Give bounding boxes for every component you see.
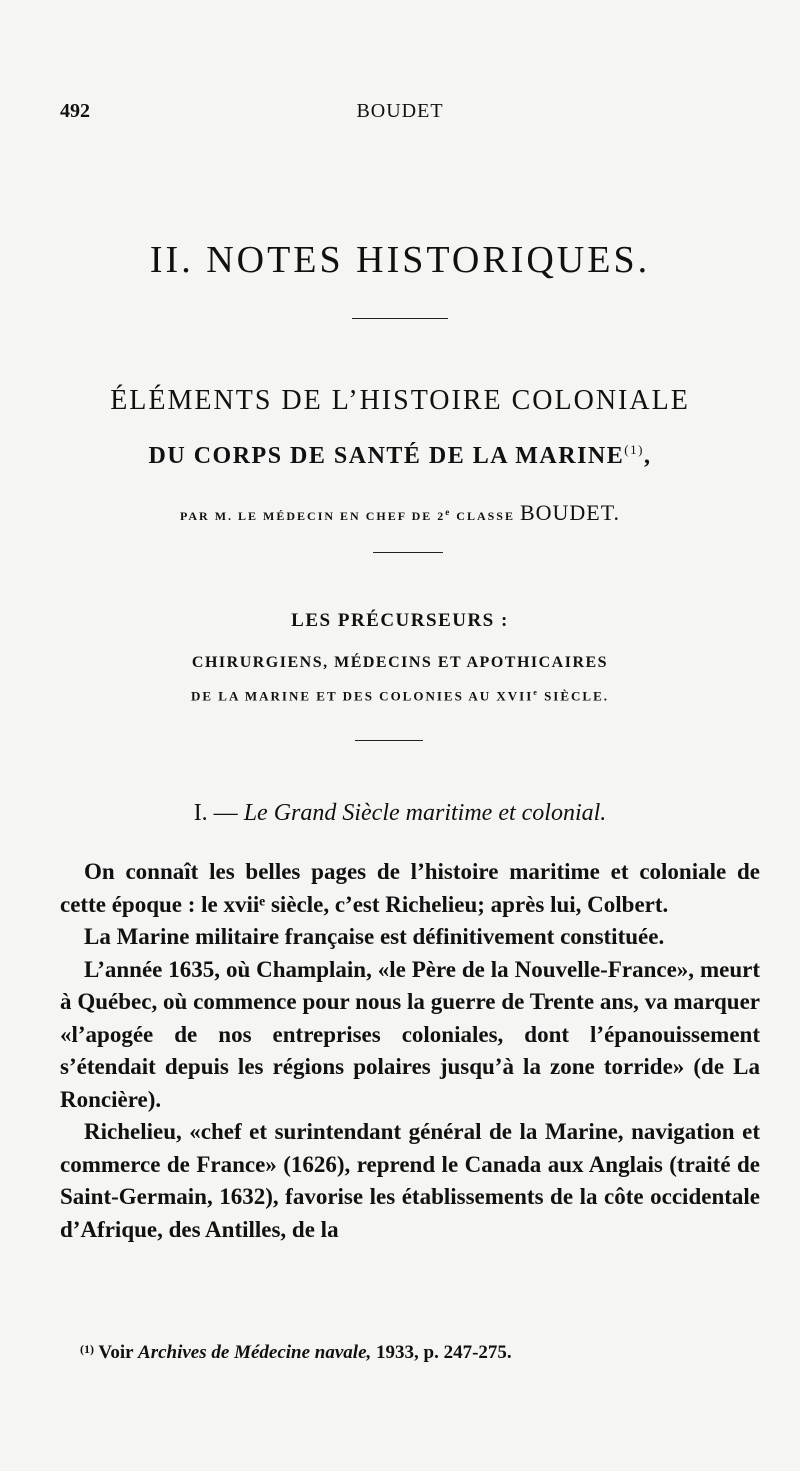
divider-rule [373,552,443,553]
article-title-line1: ÉLÉMENTS DE L’HISTOIRE COLONIALE [110,385,690,416]
chapter-number: I. — [193,800,238,826]
subhead-period-sup: e [533,688,539,697]
byline-class: CLASSE [456,509,515,523]
footnote-marker: (1) [80,1342,94,1356]
page-number: 492 [60,100,90,122]
subhead-professions: CHIRURGIENS, MÉDECINS ET APOTHICAIRES [191,654,609,671]
subhead-precursors: LES PRÉCURSEURS : [291,610,509,631]
running-title: BOUDET [356,100,444,122]
byline-sup: e [445,507,452,517]
paragraph: La Marine militaire française est définitivement constituée. [84,924,665,949]
footnote-prefix: Voir [98,1342,134,1363]
title-footnote-marker: (1) [624,442,644,457]
chapter-heading [0,800,800,827]
paragraph: On connaît les belles pages de l’histoire maritime et coloniale de cette époque : le xviiᵉ siècle, c’est Richelieu; après lui, Colbert. [60,859,760,917]
body-text [60,856,760,1246]
byline [0,500,800,526]
subhead-period [0,688,800,704]
paragraph: L’année 1635, où Champlain, «le Père de la Nouvelle-France», meurt à Québec, où commence pour nous la guerre de Trente ans, va marquer «l’apogée de nos entreprises coloniales, dont l’épanouissement s’étendait depuis les régions polaires jusqu’à la zone torride» (de La Roncière). [60,956,760,1112]
section-title: II. NOTES HISTORIQUES. [149,239,651,281]
divider-rule [355,740,423,741]
footnote-citation: 1933, p. 247-275. [376,1342,512,1363]
subhead-period-prefix: DE LA MARINE ET DES COLONIES AU XVII [190,688,534,704]
paragraph: Richelieu, «chef et surintendant général de la Marine, navigation et commerce de France» (1626), reprend le Canada aux Anglais (traité de Saint-Germain, 1632), favorise les établissements de la côte occidentale d’Afrique, des Antilles, de la [60,1119,760,1242]
chapter-title: Le Grand Siècle maritime et colonial. [243,800,607,826]
divider-rule [352,318,448,319]
footnote-journal: Archives de Médecine navale, [138,1342,372,1363]
footnote [80,1342,760,1364]
subhead-period-suffix: SIÈCLE. [544,688,610,704]
byline-prefix: PAR M. LE MÉDECIN EN CHEF DE 2 [179,509,446,523]
running-head [60,100,740,126]
author-name: BOUDET. [519,500,621,525]
article-title-text: DU CORPS DE SANTÉ DE LA MARINE [148,443,625,469]
article-title-line2: DU CORPS DE SANTÉ DE LA MARINE$^{(1)}$, [148,442,652,469]
